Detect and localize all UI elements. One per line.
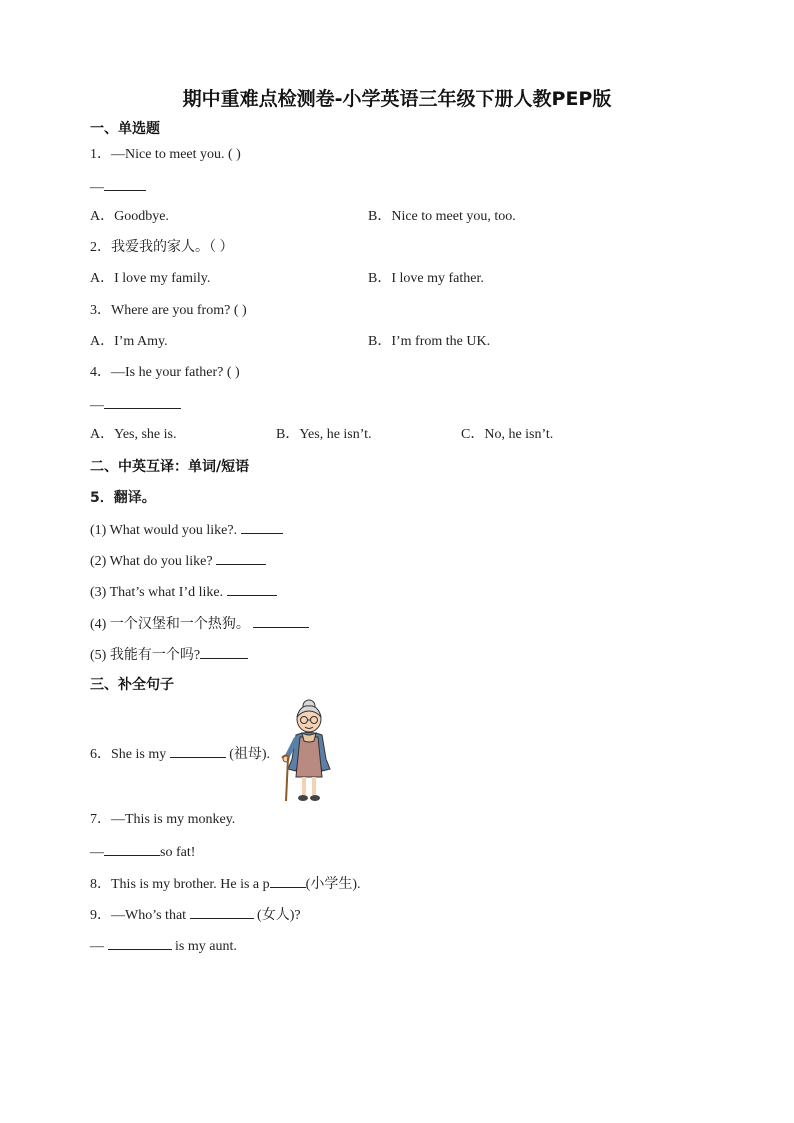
question-5-item-1: [90, 520, 283, 540]
question-4-answer-line: [90, 395, 181, 415]
sentence-end: (女人)?: [253, 908, 301, 923]
question-3-stem: 3．Where are you from? ( ): [90, 303, 247, 318]
sentence-end: (小学生).: [305, 877, 361, 892]
answer-blank[interactable]: [253, 614, 309, 628]
answer-blank[interactable]: [216, 551, 266, 565]
question-1-option-b: B．Nice to meet you, too.: [368, 209, 516, 224]
question-1-option-a: A．Goodbye.: [90, 209, 169, 224]
sentence-start: 9．—Who’s that: [90, 908, 190, 923]
sentence-start: 6．She is my: [90, 747, 170, 762]
answer-blank[interactable]: [227, 582, 277, 596]
grandmother-illustration: [276, 697, 338, 805]
answer-blank[interactable]: [200, 645, 248, 659]
question-1-stem: 1．—Nice to meet you. ( ): [90, 147, 241, 162]
sentence-end: (祖母).: [225, 747, 271, 762]
section-heading-translation: 二、中英互译：单词/短语: [90, 459, 250, 475]
answer-blank[interactable]: [108, 936, 172, 950]
question-6: [90, 744, 270, 764]
question-7-stem: 7．—This is my monkey.: [90, 812, 236, 827]
question-3-option-b: B．I’m from the UK.: [368, 334, 491, 349]
sentence-end: so fat!: [160, 845, 196, 860]
item-text: (5) 我能有一个吗?: [90, 648, 201, 663]
question-8: [90, 874, 360, 894]
sentence-start: 8．This is my brother. He is a p: [90, 877, 270, 892]
answer-blank[interactable]: [104, 395, 181, 409]
question-4-option-c: C．No, he isn’t.: [461, 427, 554, 442]
question-5-stem: 5．翻译。: [90, 490, 156, 506]
question-2-option-a: A．I love my family.: [90, 271, 211, 286]
question-5-item-4: [90, 614, 309, 634]
answer-blank[interactable]: [104, 177, 146, 191]
item-text: (2) What do you like?: [90, 554, 217, 569]
question-4-option-b: B．Yes, he isn’t.: [276, 427, 372, 442]
item-text: (4) 一个汉堡和一个热狗。: [90, 617, 254, 632]
answer-blank[interactable]: [270, 874, 306, 888]
question-9-stem: [90, 905, 301, 925]
section-heading-complete-sentences: 三、补全句子: [90, 677, 174, 693]
question-5-item-2: [90, 551, 266, 571]
question-5-item-5: [90, 645, 248, 665]
dash: —: [90, 398, 104, 413]
dash: —: [90, 939, 108, 954]
question-9-answer-line: [90, 936, 237, 956]
question-7-answer-line: [90, 842, 195, 862]
item-text: (1) What would you like?.: [90, 523, 241, 538]
page-title: 期中重难点检测卷-小学英语三年级下册人教PEP版: [182, 88, 612, 110]
answer-blank[interactable]: [104, 842, 160, 856]
question-4-option-a: A．Yes, she is.: [90, 427, 177, 442]
question-2-stem: 2．我爱我的家人。（ ）: [90, 240, 234, 255]
dash: —: [90, 180, 104, 195]
answer-blank[interactable]: [170, 744, 226, 758]
dash: —: [90, 845, 104, 860]
question-1-answer-line: [90, 177, 146, 197]
sentence-end: is my aunt.: [171, 939, 237, 954]
question-2-option-b: B．I love my father.: [368, 271, 484, 286]
section-heading-single-choice: 一、单选题: [90, 121, 160, 137]
question-5-item-3: [90, 582, 277, 602]
question-4-stem: 4．—Is he your father? ( ): [90, 365, 240, 380]
question-3-option-a: A．I’m Amy.: [90, 334, 168, 349]
answer-blank[interactable]: [190, 905, 254, 919]
item-text: (3) That’s what I’d like.: [90, 585, 227, 600]
answer-blank[interactable]: [241, 520, 283, 534]
